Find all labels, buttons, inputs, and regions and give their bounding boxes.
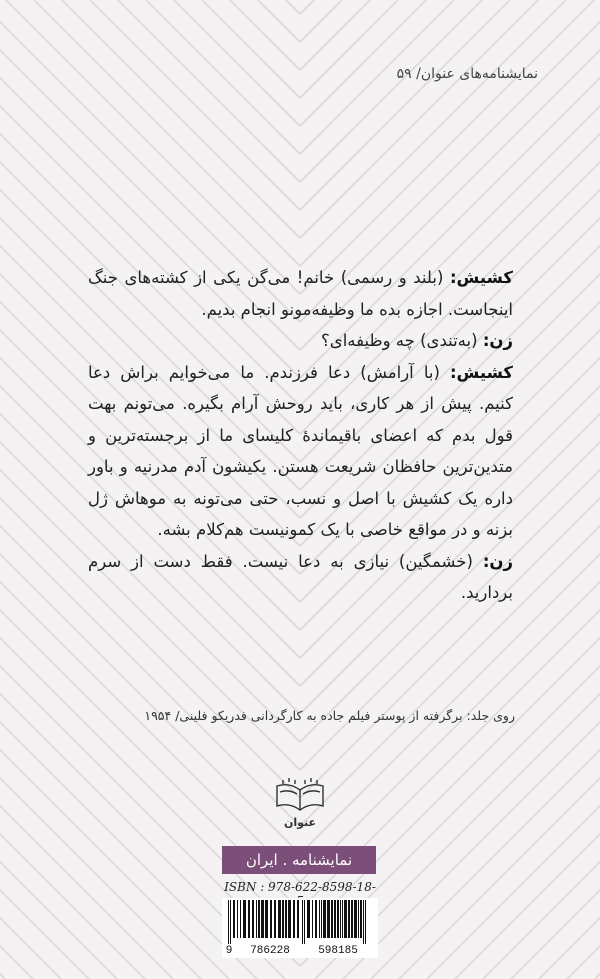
barcode-bar bbox=[240, 900, 241, 938]
dialogue-line bbox=[88, 262, 513, 325]
barcode-bar bbox=[337, 900, 339, 938]
pattern-line bbox=[0, 0, 300, 210]
barcode-bar bbox=[261, 900, 264, 938]
isbn-label: ISBN : 978-622-8598-18- bbox=[224, 880, 376, 894]
barcode-bar bbox=[307, 900, 310, 938]
cover-credit: روی جلد: برگرفته از پوستر فیلم جاده به کارگردانی فدریکو فلینی/ ۱۹۵۴ bbox=[144, 708, 515, 723]
barcode-bar bbox=[360, 900, 362, 938]
barcode-bar bbox=[270, 900, 272, 938]
barcode-bar bbox=[237, 900, 238, 938]
barcode-bar bbox=[293, 900, 295, 938]
barcode-bar bbox=[256, 900, 257, 938]
pattern-line bbox=[0, 0, 300, 238]
barcode-bar bbox=[304, 900, 305, 944]
pattern-line bbox=[0, 0, 300, 294]
barcode-bar bbox=[228, 900, 229, 944]
barcode-bar bbox=[274, 900, 276, 938]
barcode-bar bbox=[312, 900, 313, 938]
barcode-bar bbox=[282, 900, 284, 938]
barcode-bar bbox=[342, 900, 343, 938]
barcode-left-digits: 786228 bbox=[250, 945, 290, 957]
barcode-bar bbox=[233, 900, 235, 938]
barcode-bar bbox=[358, 900, 359, 938]
barcode-bar bbox=[243, 900, 246, 938]
barcode-bar bbox=[340, 900, 341, 938]
publisher-logo-text: عنوان bbox=[283, 816, 317, 829]
pattern-line bbox=[300, 0, 600, 294]
line-text: (با آرامش) دعا فرزندم. ما می‌خوایم براش دعا کنیم. پیش از هر کاری، باید روحش آرام بگیره. می‌تونم بهت قول بدم که اعضای باقیماندهٔ کلیسای ما از برجسته‌ترین و متدین‌ترین حافظان شریعت هستن. یکیشون آدم مدرنیه و باور داره یک کشیش با اصل و نسب، حتی می‌تونه به موهاش ژل بزنه و در مواقع خاصی با یک کمونیست هم‌کلام بشه. bbox=[88, 362, 513, 539]
pattern-line bbox=[0, 0, 300, 266]
barcode-bar bbox=[348, 900, 350, 938]
barcode-bar bbox=[285, 900, 287, 938]
dialogue-block bbox=[88, 262, 513, 609]
barcode-bar bbox=[252, 900, 254, 938]
barcode-bar bbox=[258, 900, 260, 938]
barcode-bar bbox=[278, 900, 281, 938]
line-text: (به‌تندی) چه وظیفه‌ای؟ bbox=[321, 331, 483, 350]
barcode-bar bbox=[331, 900, 333, 938]
barcode-bar bbox=[327, 900, 330, 938]
dialogue-line bbox=[88, 546, 513, 609]
line-text: (خشمگین) نیازی به دعا نیست. فقط دست از سرم بردارید. bbox=[88, 551, 513, 602]
pattern-line bbox=[300, 0, 600, 182]
open-book-icon bbox=[271, 776, 329, 816]
barcode-bar bbox=[323, 900, 326, 938]
line-text: (بلند و رسمی) خانم! می‌گن یکی از کشته‌های جنگ اینجاست. اجازه بده ما وظیفه‌مونو انجام بدیم. bbox=[88, 268, 513, 319]
barcode-bar bbox=[354, 900, 357, 938]
publisher-logo bbox=[271, 776, 329, 838]
pattern-line bbox=[300, 0, 600, 98]
speaker-name: زن: bbox=[482, 331, 513, 350]
barcode-bar bbox=[230, 900, 231, 944]
pattern-line bbox=[0, 0, 300, 98]
barcode-bars bbox=[222, 898, 378, 944]
pattern-line bbox=[300, 0, 600, 42]
barcode-first-digit: 9 bbox=[225, 945, 233, 957]
barcode-bar bbox=[315, 900, 317, 938]
barcode bbox=[222, 898, 378, 958]
pattern-line bbox=[300, 0, 600, 14]
speaker-name: کشیش: bbox=[449, 268, 513, 287]
pattern-line bbox=[0, 0, 300, 126]
pattern-line bbox=[0, 0, 300, 70]
barcode-bar bbox=[265, 900, 268, 938]
dialogue-line bbox=[88, 357, 513, 546]
pattern-line bbox=[0, 0, 300, 154]
series-label: نمایشنامه‌های عنوان/ ۵۹ bbox=[396, 66, 538, 82]
barcode-bar bbox=[363, 900, 364, 944]
barcode-bar bbox=[344, 900, 347, 938]
pattern-line bbox=[300, 0, 600, 210]
barcode-bar bbox=[248, 900, 250, 938]
pattern-line bbox=[0, 0, 300, 14]
barcode-bar bbox=[319, 900, 320, 938]
speaker-name: زن: bbox=[482, 551, 513, 571]
barcode-right-digits: 598185 bbox=[318, 945, 358, 957]
barcode-digits bbox=[222, 944, 378, 958]
pattern-line bbox=[300, 0, 600, 266]
pattern-line bbox=[300, 0, 600, 126]
barcode-bar bbox=[351, 900, 353, 938]
barcode-bar bbox=[297, 900, 299, 938]
barcode-bar bbox=[321, 900, 322, 938]
barcode-bar bbox=[288, 900, 291, 938]
barcode-bar bbox=[365, 900, 366, 944]
pattern-line bbox=[0, 0, 300, 42]
speaker-name: کشیش: bbox=[449, 362, 513, 382]
barcode-bar bbox=[302, 900, 303, 944]
dialogue-line bbox=[88, 325, 513, 357]
pattern-line bbox=[300, 0, 600, 238]
barcode-bar bbox=[334, 900, 336, 938]
pattern-line bbox=[300, 0, 600, 70]
pattern-line bbox=[0, 0, 300, 182]
genre-label: نمایشنامه . ایران bbox=[222, 846, 376, 874]
